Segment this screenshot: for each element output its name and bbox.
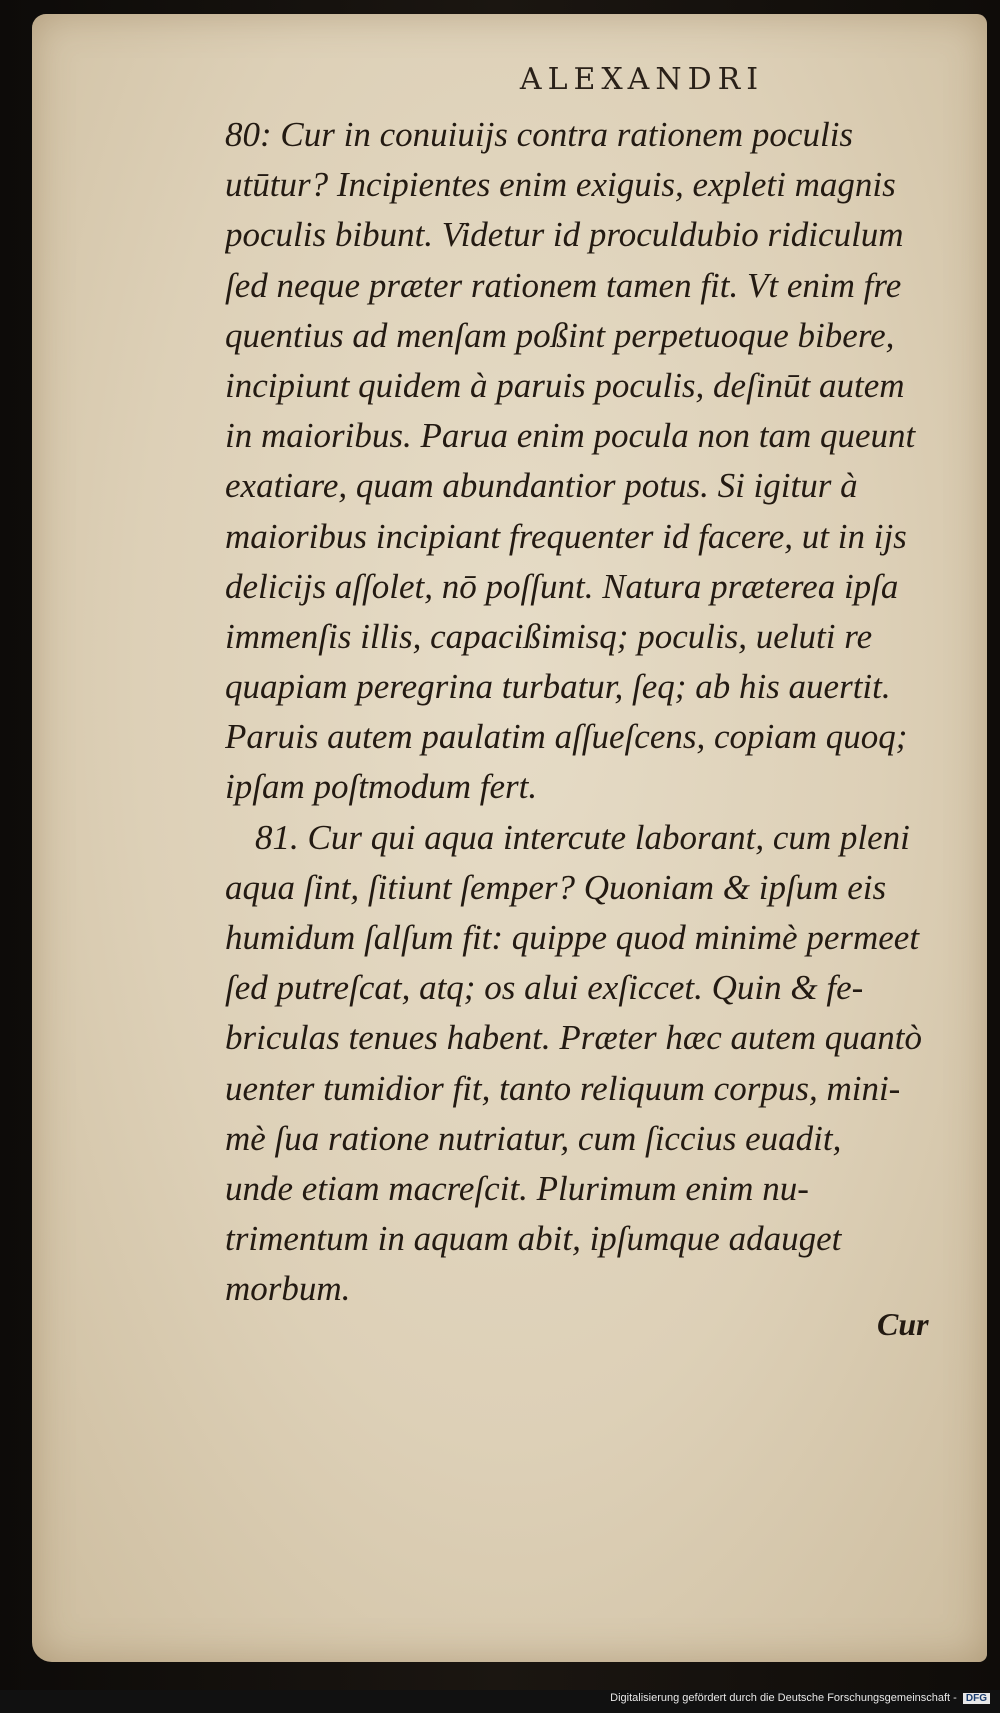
running-head: ALEXANDRI bbox=[519, 62, 765, 97]
text-line: aqua ſint, ſitiunt ſemper? Quoniam & ipſum eis bbox=[225, 867, 887, 907]
text-line: Paruis autem paulatim aſſueſcens, copiam quoq; bbox=[225, 717, 908, 757]
text-line: uenter tumidior fit, tanto reliquum corpus, mini- bbox=[225, 1068, 901, 1108]
text-line: humidum ſalſum fit: quippe quod minimè permeet bbox=[225, 918, 920, 957]
text-line: ſed putreſcat, atq; os alui exſiccet. Quin & fe- bbox=[225, 968, 864, 1008]
text-line: in maioribus. Parua enim pocula non tam queunt bbox=[225, 416, 916, 456]
credit-text: Digitalisierung gefördert durch die Deutsche Forschungsgemeinschaft - bbox=[610, 1692, 957, 1704]
text-line: quapiam peregrina turbatur, ſeq; ab his auertit. bbox=[225, 667, 891, 707]
body-text bbox=[225, 110, 950, 1315]
text-line: ſed neque præter rationem tamen fit. Vt enim fre bbox=[225, 265, 902, 305]
text-line: delicijs aſſolet, nō poſſunt. Natura præterea ipſa bbox=[225, 566, 899, 606]
text-line: incipiunt quidem à paruis poculis, deſinūt autem bbox=[225, 365, 905, 405]
text-line: maioribus incipiant frequenter id facere, ut in ijs bbox=[225, 516, 907, 556]
text-line: 80: Cur in conuiuijs contra rationem poculis bbox=[225, 115, 854, 154]
text-line: utūtur? Incipientes enim exiguis, expleti magnis bbox=[225, 165, 896, 205]
text-line: briculas tenues habent. Præter hæc autem quantò bbox=[225, 1018, 923, 1058]
text-line: mè ſua ratione nutriatur, cum ſiccius euadit, bbox=[225, 1118, 842, 1158]
text-line: trimentum in aquam abit, ipſumque adauget bbox=[225, 1219, 842, 1259]
text-line: immenſis illis, capacißimisq; poculis, ueluti re bbox=[225, 616, 873, 656]
text-line: exatiare, quam abundantior potus. Si igitur à bbox=[225, 466, 858, 506]
text-line: ipſam poſtmodum fert. bbox=[225, 767, 538, 807]
catchword: Cur bbox=[877, 1306, 929, 1342]
text-line: unde etiam macreſcit. Plurimum enim nu- bbox=[225, 1168, 809, 1208]
dfg-logo: DFG bbox=[963, 1693, 990, 1704]
text-line: morbum. bbox=[225, 1269, 351, 1309]
text-line: poculis bibunt. Videtur id proculdubio ridiculum bbox=[225, 215, 904, 255]
text-line: quentius ad menſam poßint perpetuoque bibere, bbox=[225, 315, 895, 355]
text-line: 81. Cur qui aqua intercute laborant, cum pleni bbox=[255, 817, 910, 857]
digitization-credit bbox=[610, 1692, 990, 1704]
